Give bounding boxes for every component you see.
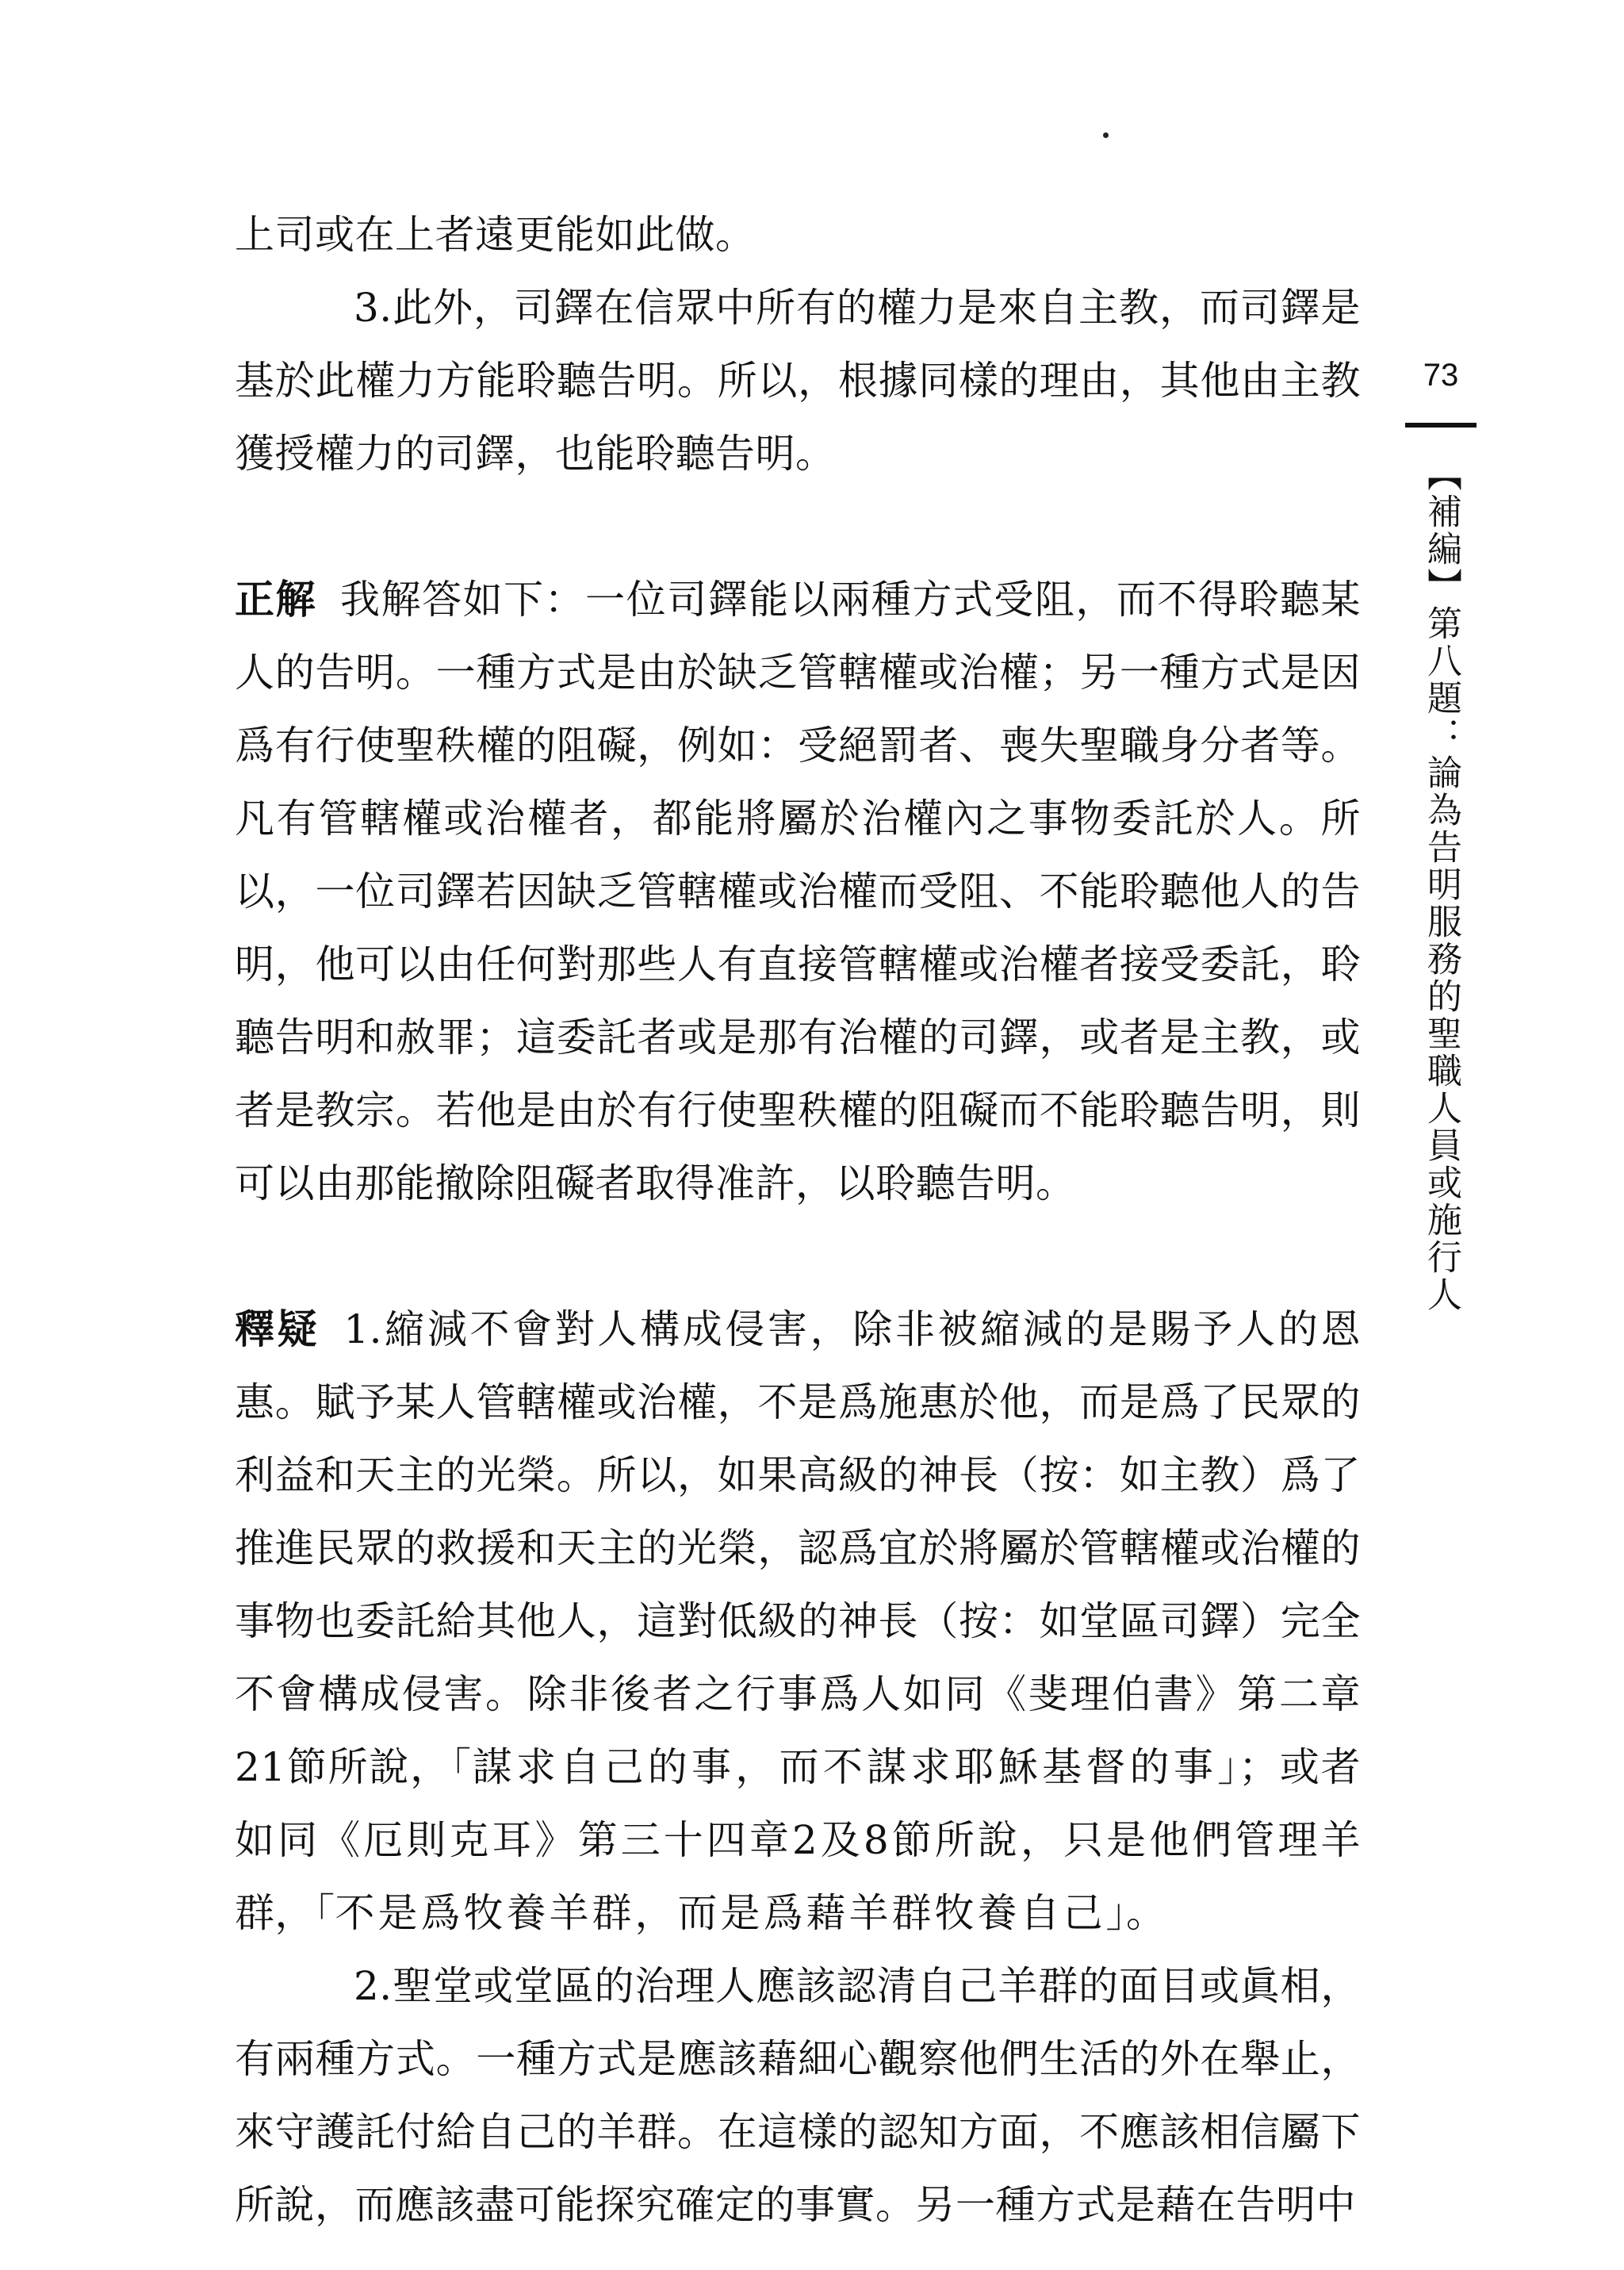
running-head: 【補編】第八題：論為告明服務的聖職人員或施行人 — [1421, 456, 1461, 1313]
paragraph-reply-1 — [235, 1293, 1361, 1950]
margin-rule — [1405, 423, 1477, 428]
quote-ezekiel: 不是爲牧養羊群，而是爲藉羊群牧養自己 — [335, 1890, 1106, 1936]
page-number: 73 — [1423, 358, 1459, 393]
paragraph-reply-2: 2.聖堂或堂區的治理人應該認清自己羊群的面目或眞相，有兩種方式。一種方式是應該藉細心觀察他們生活的外在舉止，來守護託付給自己的羊群。在這樣的認知方面，不應該相信屬下所說，而應該盡可能探究確定的事實。另一種方式是藉在告明中 — [235, 1963, 1361, 2228]
reply-term: 釋疑 — [235, 1306, 320, 1352]
paragraph-continuation: 上司或在上者遠更能如此做。 — [235, 212, 756, 258]
reply-1-text-a: 1.縮減不會對人構成侵害，除非被縮減的是賜予人的恩惠。賦予某人管轄權或治權，不是爲施惠於他，而是爲了民眾的利益和天主的光榮。所以，如果高級的神長（按：如主教）爲了推進民眾的救援和天主的光榮，認爲宜於將屬於管轄權或治權的事物也委託給其他人，這對低級的神長（按：如堂區司鐸）完全不會構成侵害。除非後者之行事爲人如同《斐理伯書》第二章21節所說，「 — [235, 1306, 1361, 1790]
scan-speck — [1103, 132, 1109, 138]
reply-1-text-c: 」。 — [1105, 1890, 1166, 1936]
reply-1-text-b: 」；或者如同《厄則克耳》第三十四章2及8節所說，只是他們管理羊群，「 — [235, 1744, 1362, 1936]
answer-term: 正解 — [235, 577, 317, 623]
answer-text: 我解答如下：一位司鐸能以兩種方式受阻，而不得聆聽某人的告明。一種方式是由於缺乏管轄權或治權；另一種方式是因爲有行使聖秩權的阻礙，例如：受絕罰者、喪失聖職身分者等。凡有管轄權或治權者，都能將屬於治權內之事物委託於人。所以，一位司鐸若因缺乏管轄權或治權而受阻、不能聆聽他人的告明，他可以由任何對那些人有直接管轄權或治權者接受委託，聆聽告明和赦罪；這委託者或是那有治權的司鐸，或者是主教，或者是教宗。若他是由於有行使聖秩權的阻礙而不能聆聽告明，則可以由那能撤除阻礙者取得准許，以聆聽告明。 — [235, 577, 1362, 1206]
main-text — [235, 198, 1361, 2241]
paragraph-objection-3: 3.此外，司鐸在信眾中所有的權力是來自主教，而司鐸是基於此權力方能聆聽告明。所以，根據同樣的理由，其他由主教獲授權力的司鐸，也能聆聽告明。 — [235, 285, 1361, 477]
quote-philippians: 謀求自己的事，而不謀求耶穌基督的事 — [472, 1744, 1218, 1790]
paragraph-answer — [235, 563, 1361, 1220]
